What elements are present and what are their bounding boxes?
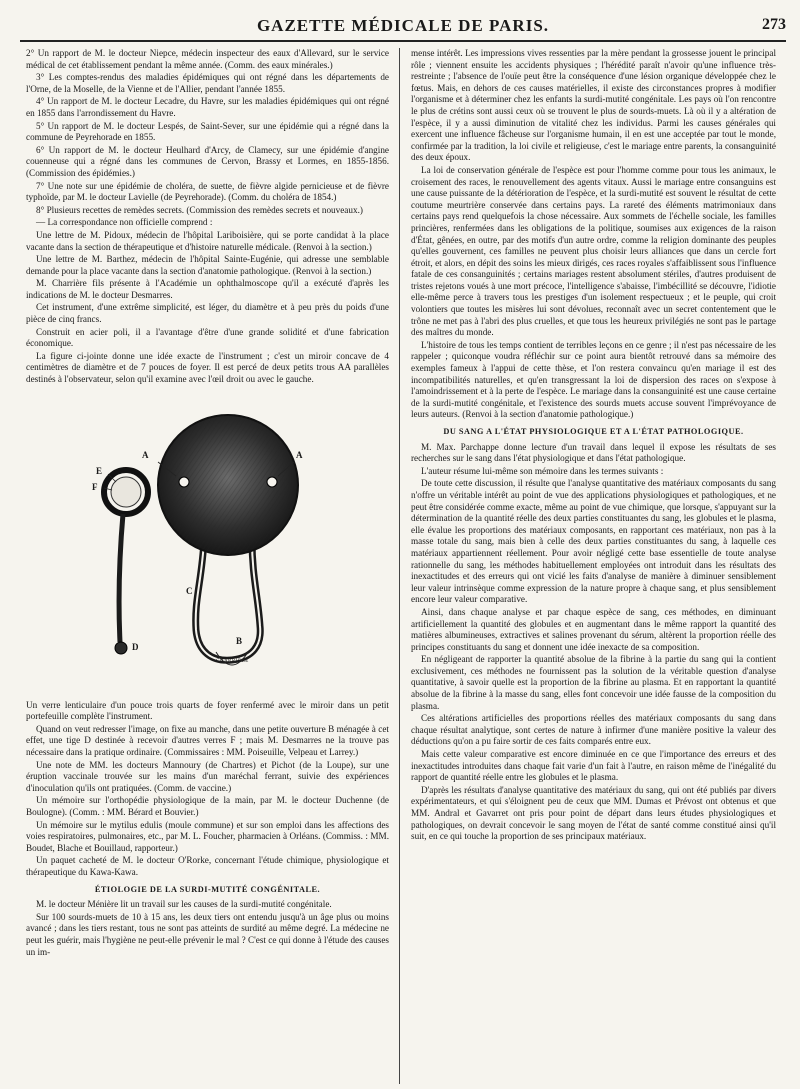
figure-label-d: D [132, 641, 139, 652]
paragraph: Sur 100 sourds-muets de 10 à 15 ans, les deux tiers ont entendu jusqu'à un âge plus ou moins avancé ; dans les tiers restant, tous ne sont pas atteints de surdité au même degré. La médecine ne peut les guérir, mais l'hygiène ne peut-elle prévenir le mal ? C'est ce qui donne à l'étude des causes un im- [26, 911, 389, 957]
paragraph: Une lettre de M. Pidoux, médecin de l'hôpital Lariboisière, qui se porte candidat à la place vacante dans la section de thérapeutique et d'histoire naturelle médicale. (Renvoi à la section.) [26, 229, 389, 252]
paragraph: Mais cette valeur comparative est encore diminuée en ce que l'importance des erreurs et des inexactitudes introduites dans chaque fait varie d'un fait à l'autre, en raison même de l'inégalité du rapport de quantité réelle entre les globules et le plasma. [411, 749, 776, 783]
paragraph: 7° Une note sur une épidémie de choléra, de suette, de fièvre algide pernicieuse et de fièvre typhoïde, par M. le docteur Lavielle (de Peyrehorade). (Comm. du choléra de 1854.) [26, 180, 389, 203]
paragraph: Construit en acier poli, il a l'avantage d'être d'une grande solidité et d'une fabrication économique. [26, 326, 389, 349]
paragraph: Ces altérations artificielles des proportions réelles des matériaux composants du sang dans chaque résultat analytique, sont certes de nature à infirmer d'une manière positive la valeur des déductions qu'on a pu faire sortir de ces faits comparés entre eux. [411, 713, 776, 747]
maker-mark-text: CHARRIÈRE [216, 658, 249, 664]
paragraph: L'histoire de tous les temps contient de terribles leçons en ce genre ; il n'est pas nécessaire de les rappeler ; quiconque voudra réfléchir sur ce point aura bientôt retrouvé dans sa mémoire des exemples fameux à l'appui de cette thèse, et l'on restera convaincu qu'en mariage il est des incompatibilités naturelles, et qu'en transgressant la loi de dispersion des races on s'expose à l'amoindrissement et à la perte de l'espèce. Le mariage dans la consanguinité est une cause certaine de la surdi-mutité congénitale, et l'existence des sourds muets accuse souvent l'imprévoyance de leurs auteurs. (Renvoi à la section d'anatomie pathologique.) [411, 339, 776, 420]
paragraph: La loi de conservation générale de l'espèce est pour l'homme comme pour tous les animaux, le croisement des races, le renouvellement des agents vitaux. Aussi le mariage entre consanguins est une cause puissante de la détérioration de l'espèce, et la surdi-mutité est souvent le résultat de cette coutume meurtrière conservée dans certains pays. La rareté des éléments matrimoniaux dans certains pays rend quelquefois la chose nécessaire. Aux sommets de l'échelle sociale, les familles princières, renfermées dans les obligations de la politique, soumises aux exigences de la raison d'État, gênées, en outre, par des motifs d'un autre ordre, comme la religion dominante des peuples qu'elles gouvernent, ces familles ne peuvent plus choisir leurs alliances que dans un cercle fort étroit, et alors, en dépit des soins les mieux dirigés, ces races royales s'affaiblissent sous l'influence fatale de ces consanguinités ; certains mariages restent absolument stériles, d'autres produisent de tristes rejetons voués à une mort précoce, l'intelligence s'abaisse, l'imbécillité se découvre, l'idiotie elle-même perce à travers tous les prestiges d'un isolement respectueux ; et le peuple, qui croit volontiers que toutes les misères lui sont dévolues, reconnaît avec un secret contentement que le trône ne met pas à l'abri des plus cruelles, et que tous les heureux privilégiés ne sont pas le partage des maîtres du monde. [411, 164, 776, 338]
paragraph: Une note de MM. les docteurs Mannoury (de Chartres) et Pichot (de la Loupe), sur une éruption vaccinale trouvée sur les mains d'un maréchal ferrant, suivie des expériences d'inoculation qu'ils ont pratiquées. (Comm. de vaccine.) [26, 759, 389, 793]
rod-stem [119, 514, 123, 642]
column-divider [399, 48, 400, 1084]
paragraph: Un paquet cacheté de M. le docteur O'Rorke, concernant l'étude chimique, physiologique et thérapeutique du Kawa-Kawa. [26, 855, 389, 877]
paragraph: M. Charrière fils présente à l'Académie un ophthalmoscope qu'il a exécuté d'après les indications de M. le docteur Desmarres. [26, 278, 389, 300]
sight-hole-left [179, 477, 189, 487]
paragraph: 5° Un rapport de M. le docteur Lespés, de Saint-Sever, sur une épidémie qui a régné dans la commune de Peyrehorade en 1855. [26, 120, 389, 143]
paragraph: Un mémoire sur le mytilus edulis (moule commune) et sur son emploi dans les affections des voies respiratoires, pulmonaires, etc., par M. L. Foucher, pharmacien à Orléans. (Commiss. : MM. Boudet, Blache et Bouillaud, rapporteur.) [26, 819, 389, 853]
figure-label-a: A [296, 449, 303, 460]
sight-hole-right [267, 477, 277, 487]
figure-label-c: C [186, 585, 193, 596]
paragraph: Une lettre de M. Barthez, médecin de l'hôpital Sainte-Eugénie, qui adresse une semblable demande pour la place vacante dans la section d'anatomie pathologique. (Renvoi à la section.) [26, 254, 389, 276]
figure-label-a: A [142, 449, 149, 460]
section-heading: DU SANG A L'ÉTAT PHYSIOLOGIQUE ET A L'ÉTAT PATHOLOGIQUE. [443, 427, 744, 436]
paragraph: La figure ci-jointe donne une idée exacte de l'instrument ; c'est un miroir concave de 4 centimètres de diamètre et de 7 pouces de foyer. Il est percé de deux petits trous AA parallèles destinés à l'observateur, selon qu'il examine avec l'œil droit ou avec le gauche. [26, 350, 389, 385]
figure-label-e: E [96, 465, 103, 476]
right-column [411, 48, 776, 1084]
paragraph: 2° Un rapport de M. le docteur Niepce, médecin inspecteur des eaux d'Allevard, sur le service médical de cet établissement pendant la même année. (Comm. des eaux minérales.) [26, 48, 389, 70]
left-column [26, 48, 389, 1084]
ophthalmoscope-illustration [26, 390, 389, 696]
section-heading: ÉTIOLOGIE DE LA SURDI-MUTITÉ CONGÉNITALE. [94, 884, 321, 894]
paragraph: D'après les résultats d'analyse quantitative des matériaux du sang, qui ont été publiés par divers expérimentateurs, et qui s'éloignent peu de ceux que MM. Dumas et Prévost ont obtenus et que MM. Andral et Gavarret ont pris pour point de départ dans leurs études physiologiques et pathologiques, on devrait concevoir le sang moyen de l'état de santé comme constitué ainsi qu'il suit, en ce qui touche la proportion de ses principaux matériaux. [411, 784, 776, 842]
paragraph: 6° Un rapport de M. le docteur Heulhard d'Arcy, de Clamecy, sur une épidémie d'angine couenneuse qui a régné dans les communes de Cervon, Brassy et Lormes, en 1855-1856. (Commission des épidémies.) [26, 144, 389, 178]
paragraph: 8° Plusieurs recettes de remèdes secrets. (Commission des remèdes secrets et nouveaux.) [36, 204, 363, 215]
paragraph: M. Max. Parchappe donne lecture d'un travail dans lequel il expose les résultats de ses recherches sur le sang dans l'état physiologique et dans l'état pathologique. [411, 441, 776, 464]
publication-title: GAZETTE MÉDICALE DE PARIS. [256, 16, 550, 35]
paragraph: M. le docteur Ménière lit un travail sur les causes de la surdi-mutité congénitale. [36, 899, 332, 910]
figure-label-f: F [92, 481, 98, 492]
paragraph: Un mémoire sur l'orthopédie physiologique de la main, par M. le docteur Duchenne (de Boulogne). (Comm. : MM. Bérard et Bouvier.) [26, 795, 389, 817]
figure-label-b: B [236, 635, 243, 646]
mirror-handle [196, 540, 261, 660]
paragraph: Cet instrument, d'une extrême simplicité, est léger, du diamètre et à peu près du poids d'une pièce de cinq francs. [26, 302, 389, 325]
paragraph: L'auteur résume lui-même son mémoire dans les termes suivants : [421, 465, 664, 476]
paragraph: mense intérêt. Les impressions vives ressenties par la mère pendant la grossesse jouent le principal rôle ; viennent ensuite les accidents physiques ; l'hérédité paraît n'avoir qu'une influence très-restreinte ; l'absence de l'ouïe peut être la conséquence d'une lésion organique développée chez le fœtus. Mais, en dehors de ces causes matérielles, il existe des circonstances propres à modifier l'organisme et à déterminer chez les enfants la surdi-mutité congénitale. Les pays où l'on rencontre le plus de crétins sont aussi ceux où se trouvent le plus de sourds-muets. Là où il y a altération de l'espèce, il y a aussi diminution de vitalité chez les individus. Parmi les causes générales qui exercent une influence fâcheuse sur l'organisme humain, il en est une acceptée par tout le monde, confirmée par la tradition, la loi civile et religieuse, c'est le mariage entre parents, la consanguinité des deux époux. [411, 48, 776, 163]
paragraph: 4° Un rapport de M. le docteur Lecadre, du Havre, sur les maladies épidémiques qui ont régné en 1855 dans l'arrondissement du Havre. [26, 96, 389, 118]
paragraph: Un verre lenticulaire d'un pouce trois quarts de foyer renfermé avec le miroir dans un petit portefeuille complète l'instrument. [26, 699, 389, 722]
paragraph: — La correspondance non officielle comprend : [36, 217, 213, 228]
paragraph: Ainsi, dans chaque analyse et par chaque espèce de sang, ces méthodes, en diminuant artificiellement la quantité des globules et en augmentant dans le même rapport la quantité des matières albumineuses, extractives et salines provenant du sérum, altèrent la proportion réelle des principes constituants du sang et donnent une idée inexacte de sa composition. [411, 606, 776, 652]
page-number: 273 [762, 16, 786, 33]
page-header [20, 10, 786, 42]
paragraph: En négligeant de rapporter la quantité absolue de la fibrine à la partie du sang qui la contient exclusivement, ces méthodes ne fournissent pas la solution de la véritable question d'analyse quantitative, à savoir quelle est la proportion de la fibrine au plasma. Et en rapportant la quantité absolue de la fibrine à la masse du sang, elles font concevoir une idée fausse de la composition du plasma. [411, 654, 776, 711]
paragraph: De toute cette discussion, il résulte que l'analyse quantitative des matériaux composants du sang n'offre un véritable intérêt au point de vue des applications physiologiques et pathologiques, et ne peut être considérée comme exacte, même au point de vue chimique, que lorsque, s'appuyant sur la détermination de la quantité réelle des deux parties constituantes du sang, les globules et le plasma, elle évalue les proportions des matériaux composants, en rapportant ces matériaux, non pas à la masse totale du sang, mais bien à celle des deux parties constituantes du sang, à laquelle ces matériaux appartiennent réellement. Pour avoir négligé cette base essentielle de toute analyse rationnelle du sang, les méthodes habituellement employées ont introduit dans les résultats des inexactitudes et des erreurs qui ont vicié les faits d'analyse de manière à diminuer sensiblement leur valeur intrinsèque comme expression de la nature propre à chaque sang, et plus sensiblement encore leur valeur comparative. [411, 478, 776, 605]
paragraph: Quand on veut redresser l'image, on fixe au manche, dans une petite ouverture B ménagée à cet effet, une tige D destinée à recevoir d'autres verres F ; mais M. Desmarres ne la trouve pas nécessaire dans la pratique ordinaire. (Commissaires : MM. Poiseuille, Velpeau et Larrey.) [26, 723, 389, 757]
ophthalmoscope-figure [26, 390, 389, 696]
paragraph: 3° Les comptes-rendus des maladies épidémiques qui ont régné dans les départements de l'Orne, de la Moselle, de la Vienne et de l'Allier, pendant l'année 1855. [26, 72, 389, 94]
rod-end [115, 642, 127, 654]
